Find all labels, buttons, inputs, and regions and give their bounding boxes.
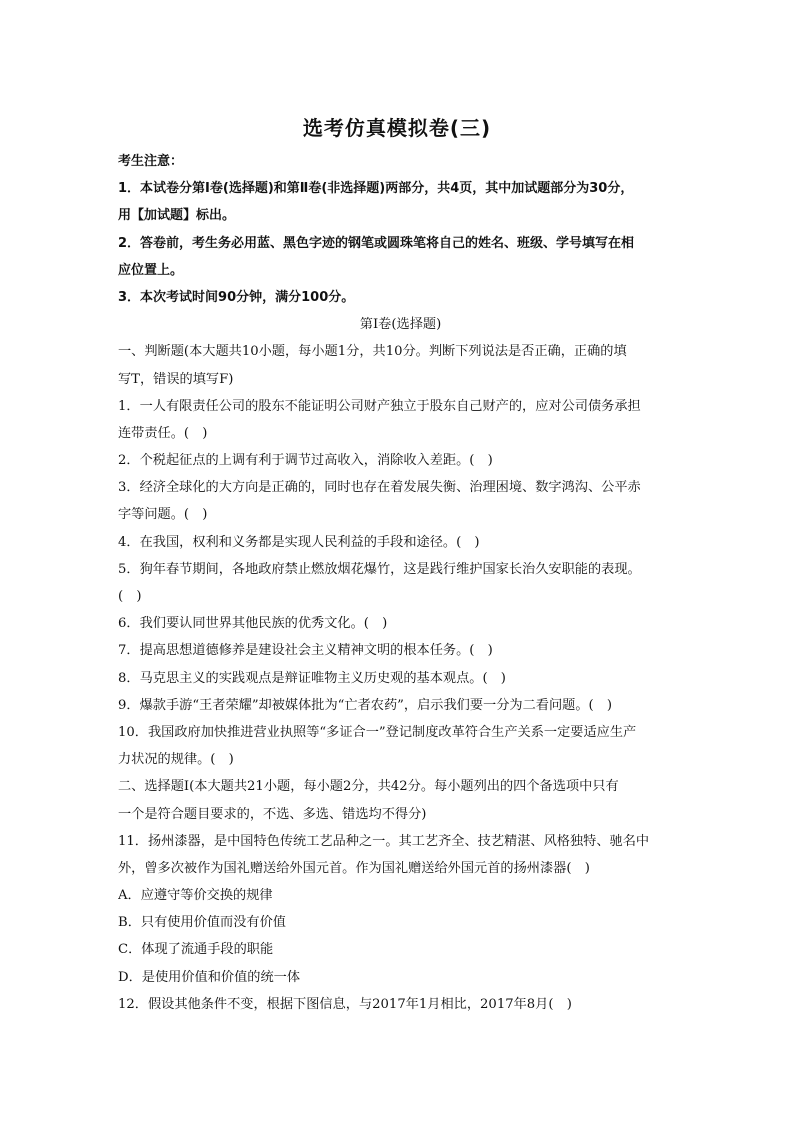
text-line: A．应遵守等价交换的规律 <box>118 888 273 904</box>
exam-body <box>118 148 683 1018</box>
section-heading: 第Ⅰ卷(选择题) <box>359 317 442 333</box>
text-line: 10．我国政府加快推进营业执照等“多证合一”登记制度改革符合生产关系一定要适应生产 <box>118 724 637 740</box>
text-line: 用【加试题】标出。 <box>118 208 236 224</box>
text-line: 写T，错误的填写F) <box>118 371 234 387</box>
text-line: 1．一人有限责任公司的股东不能证明公司财产独立于股东自己财产的，应对公司债务承担 <box>118 398 641 414</box>
text-line: 外，曾多次被作为国礼赠送给外国元首。作为国礼赠送给外国元首的扬州漆器( ) <box>118 860 590 876</box>
text-line: 2．答卷前，考生务必用蓝、黑色字迹的钢笔或圆珠笔将自己的姓名、班级、学号填写在相 <box>118 235 635 251</box>
text-line: D．是使用价值和价值的统一体 <box>118 969 301 985</box>
text-line: 9．爆款手游“王者荣耀”却被媒体批为“亡者农药”，启示我们要一分为二看问题。( ) <box>118 697 613 713</box>
text-line: 3．经济全球化的大方向是正确的，同时也存在着发展失衡、治理困境、数字鸿沟、公平赤 <box>118 480 641 496</box>
text-line: 6．我们要认同世界其他民族的优秀文化。( ) <box>118 616 388 632</box>
text-line: 力状况的规律。( ) <box>118 752 234 768</box>
text-line: 连带责任。( ) <box>118 425 208 441</box>
text-line: C．体现了流通手段的职能 <box>118 942 274 958</box>
text-line: 4．在我国，权利和义务都是实现人民利益的手段和途径。( ) <box>118 534 480 550</box>
text-line: 考生注意： <box>118 154 184 169</box>
text-line: 二、选择题Ⅰ(本大题共21小题，每小题2分，共42分。每小题列出的四个备选项中只有 <box>118 779 619 795</box>
text-line: 11．扬州漆器，是中国特色传统工艺品种之一。其工艺齐全、技艺精湛、风格独特、驰名中 <box>118 833 650 849</box>
text-line: 7．提高思想道德修养是建设社会主义精神文明的根本任务。( ) <box>118 643 493 659</box>
text-line: 应位置上。 <box>118 262 184 278</box>
text-line: 8．马克思主义的实践观点是辩证唯物主义历史观的基本观点。( ) <box>118 670 506 686</box>
text-line: ( ) <box>118 589 142 604</box>
text-line: 字等问题。( ) <box>118 507 208 523</box>
text-line: 1．本试卷分第Ⅰ卷(选择题)和第Ⅱ卷(非选择题)两部分，共4页，其中加试题部分为30分， <box>118 181 634 197</box>
text-line: 3．本次考试时间90分钟，满分100分。 <box>118 289 355 305</box>
text-line: 一个是符合题目要求的，不选、多选、错选均不得分) <box>118 806 427 822</box>
text-line: 5．狗年春节期间，各地政府禁止燃放烟花爆竹，这是践行维护国家长治久安职能的表现。 <box>118 561 641 577</box>
text-line: 一、判断题(本大题共10小题，每小题1分，共10分。判断下列说法是否正确，正确的填 <box>118 344 627 360</box>
text-line: 12．假设其他条件不变，根据下图信息，与2017年1月相比，2017年8月( ) <box>118 996 572 1012</box>
page-title: 选考仿真模拟卷(三) <box>302 116 492 140</box>
text-line: 2．个税起征点的上调有利于调节过高收入，消除收入差距。( ) <box>118 453 493 469</box>
text-line: B．只有使用价值而没有价值 <box>118 915 286 931</box>
